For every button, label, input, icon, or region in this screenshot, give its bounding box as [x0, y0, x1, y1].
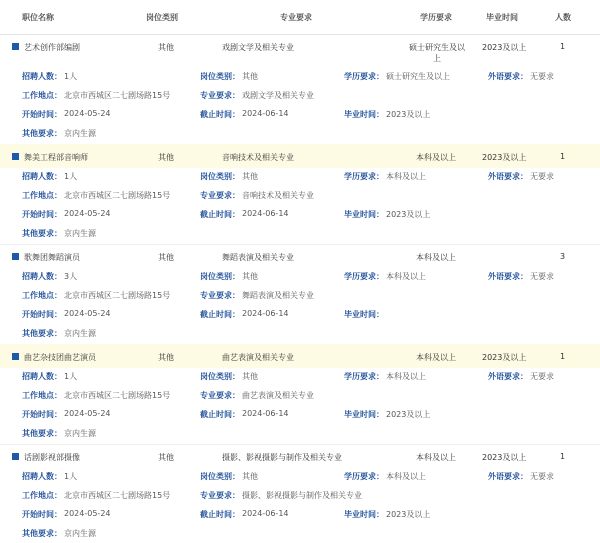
- header-education: 学历要求: [420, 13, 452, 22]
- job-major: 舞蹈表演及相关专业: [222, 253, 294, 262]
- label-education: 学历要求：: [344, 272, 384, 281]
- label-category: 岗位类别：: [200, 272, 240, 281]
- job-education: 本科及以上: [416, 453, 456, 462]
- value-count: 1人: [64, 72, 78, 81]
- value-category: 其他: [242, 472, 258, 481]
- label-major: 专业要求：: [200, 391, 240, 400]
- label-count: 招聘人数：: [22, 72, 62, 81]
- value-major: 戏剧文学及相关专业: [242, 91, 314, 100]
- label-other: 其他要求：: [22, 229, 62, 238]
- label-location: 工作地点：: [22, 191, 62, 200]
- value-location: 北京市西城区二七剧场路15号: [64, 291, 171, 300]
- label-deadline: 截止时间：: [200, 410, 240, 419]
- value-education: 硕士研究生及以上: [386, 72, 450, 81]
- label-deadline: 截止时间：: [200, 310, 240, 319]
- job-category: 其他: [158, 153, 174, 162]
- value-language: 无要求: [530, 372, 554, 381]
- job-summary[interactable]: [0, 344, 600, 368]
- value-education: 本科及以上: [386, 172, 426, 181]
- label-major: 专业要求：: [200, 191, 240, 200]
- job-detail: [0, 468, 600, 543]
- job-row: [0, 444, 600, 543]
- label-language: 外语要求：: [488, 172, 528, 181]
- label-graduation: 毕业时间：: [344, 110, 384, 119]
- label-start: 开始时间：: [22, 410, 62, 419]
- header-category: 岗位类别: [146, 13, 178, 22]
- value-location: 北京市西城区二七剧场路15号: [64, 191, 171, 200]
- label-category: 岗位类别：: [200, 72, 240, 81]
- value-other: 京内生源: [64, 329, 96, 338]
- job-count: 1: [560, 452, 566, 461]
- job-count: 1: [560, 352, 566, 361]
- label-location: 工作地点：: [22, 91, 62, 100]
- value-category: 其他: [242, 372, 258, 381]
- value-other: 京内生源: [64, 429, 96, 438]
- header-count: 人数: [555, 13, 571, 22]
- job-name[interactable]: 舞美工程部音响师: [24, 153, 88, 162]
- value-deadline: 2024-06-14: [242, 309, 289, 318]
- label-start: 开始时间：: [22, 310, 62, 319]
- value-education: 本科及以上: [386, 472, 426, 481]
- label-major: 专业要求：: [200, 91, 240, 100]
- label-start: 开始时间：: [22, 110, 62, 119]
- job-education: 本科及以上: [416, 153, 456, 162]
- job-major: 摄影、影视摄影与制作及相关专业: [222, 453, 342, 462]
- job-detail: [0, 368, 600, 445]
- value-start: 2024-05-24: [64, 509, 111, 518]
- value-major: 曲艺表演及相关专业: [242, 391, 314, 400]
- job-major: 音响技术及相关专业: [222, 153, 294, 162]
- value-major: 舞蹈表演及相关专业: [242, 291, 314, 300]
- header-graduation: 毕业时间: [486, 13, 518, 22]
- job-name[interactable]: 艺术创作部编剧: [24, 43, 80, 52]
- job-education: 本科及以上: [416, 353, 456, 362]
- job-graduation: 2023及以上: [482, 453, 527, 462]
- label-location: 工作地点：: [22, 491, 62, 500]
- value-category: 其他: [242, 272, 258, 281]
- label-education: 学历要求：: [344, 372, 384, 381]
- label-language: 外语要求：: [488, 372, 528, 381]
- label-start: 开始时间：: [22, 210, 62, 219]
- label-language: 外语要求：: [488, 72, 528, 81]
- job-detail: [0, 268, 600, 345]
- value-count: 1人: [64, 372, 78, 381]
- job-row: [0, 344, 600, 444]
- value-count: 1人: [64, 172, 78, 181]
- job-row: [0, 34, 600, 146]
- label-other: 其他要求：: [22, 429, 62, 438]
- value-graduation: 2023及以上: [386, 210, 431, 219]
- label-start: 开始时间：: [22, 510, 62, 519]
- label-deadline: 截止时间：: [200, 110, 240, 119]
- label-graduation: 毕业时间：: [344, 210, 384, 219]
- job-row: [0, 144, 600, 244]
- table-header: [0, 0, 600, 35]
- job-detail: [0, 64, 600, 147]
- label-category: 岗位类别：: [200, 472, 240, 481]
- value-start: 2024-05-24: [64, 409, 111, 418]
- label-count: 招聘人数：: [22, 272, 62, 281]
- label-count: 招聘人数：: [22, 372, 62, 381]
- value-deadline: 2024-06-14: [242, 509, 289, 518]
- job-name[interactable]: 歌舞团舞蹈演员: [24, 253, 80, 262]
- label-location: 工作地点：: [22, 391, 62, 400]
- job-name[interactable]: 曲艺杂技团曲艺演员: [24, 353, 96, 362]
- job-count: 3: [560, 252, 566, 261]
- square-bullet-icon: [12, 43, 19, 50]
- job-detail: [0, 168, 600, 245]
- value-graduation: 2023及以上: [386, 410, 431, 419]
- job-graduation: 2023及以上: [482, 153, 527, 162]
- value-language: 无要求: [530, 472, 554, 481]
- value-language: 无要求: [530, 272, 554, 281]
- square-bullet-icon: [12, 153, 19, 160]
- label-deadline: 截止时间：: [200, 510, 240, 519]
- value-language: 无要求: [530, 72, 554, 81]
- job-graduation: 2023及以上: [482, 353, 527, 362]
- job-category: 其他: [158, 453, 174, 462]
- job-count: 1: [560, 42, 566, 51]
- label-count: 招聘人数：: [22, 172, 62, 181]
- job-category: 其他: [158, 353, 174, 362]
- value-location: 北京市西城区二七剧场路15号: [64, 391, 171, 400]
- square-bullet-icon: [12, 253, 19, 260]
- value-start: 2024-05-24: [64, 109, 111, 118]
- job-summary[interactable]: [0, 244, 600, 268]
- label-major: 专业要求：: [200, 291, 240, 300]
- job-summary[interactable]: [0, 444, 600, 468]
- job-education: 本科及以上: [416, 253, 456, 262]
- value-deadline: 2024-06-14: [242, 409, 289, 418]
- label-deadline: 截止时间：: [200, 210, 240, 219]
- label-category: 岗位类别：: [200, 372, 240, 381]
- job-summary[interactable]: [0, 34, 600, 64]
- value-education: 本科及以上: [386, 372, 426, 381]
- job-count: 1: [560, 152, 566, 161]
- value-graduation: 2023及以上: [386, 110, 431, 119]
- job-category: 其他: [158, 253, 174, 262]
- square-bullet-icon: [12, 453, 19, 460]
- label-category: 岗位类别：: [200, 172, 240, 181]
- job-row: [0, 244, 600, 344]
- job-graduation: 2023及以上: [482, 43, 527, 52]
- value-other: 京内生源: [64, 229, 96, 238]
- value-start: 2024-05-24: [64, 209, 111, 218]
- label-education: 学历要求：: [344, 172, 384, 181]
- square-bullet-icon: [12, 353, 19, 360]
- label-location: 工作地点：: [22, 291, 62, 300]
- value-category: 其他: [242, 72, 258, 81]
- job-summary[interactable]: [0, 144, 600, 168]
- value-other: 京内生源: [64, 129, 96, 138]
- label-language: 外语要求：: [488, 272, 528, 281]
- value-language: 无要求: [530, 172, 554, 181]
- value-count: 1人: [64, 472, 78, 481]
- label-graduation: 毕业时间：: [344, 410, 384, 419]
- label-other: 其他要求：: [22, 529, 62, 538]
- label-graduation: 毕业时间：: [344, 310, 384, 319]
- value-deadline: 2024-06-14: [242, 109, 289, 118]
- label-graduation: 毕业时间：: [344, 510, 384, 519]
- label-language: 外语要求：: [488, 472, 528, 481]
- header-job-name: 职位名称: [22, 13, 54, 22]
- value-location: 北京市西城区二七剧场路15号: [64, 491, 171, 500]
- label-other: 其他要求：: [22, 129, 62, 138]
- job-category: 其他: [158, 43, 174, 52]
- value-category: 其他: [242, 172, 258, 181]
- job-education: 硕士研究生及以上: [409, 43, 465, 63]
- value-education: 本科及以上: [386, 272, 426, 281]
- label-count: 招聘人数：: [22, 472, 62, 481]
- value-major: 摄影、影视摄影与制作及相关专业: [242, 491, 362, 500]
- value-graduation: 2023及以上: [386, 510, 431, 519]
- job-major: 戏剧文学及相关专业: [222, 43, 294, 52]
- header-major: 专业要求: [280, 13, 312, 22]
- value-major: 音响技术及相关专业: [242, 191, 314, 200]
- label-other: 其他要求：: [22, 329, 62, 338]
- value-deadline: 2024-06-14: [242, 209, 289, 218]
- value-count: 3人: [64, 272, 78, 281]
- value-location: 北京市西城区二七剧场路15号: [64, 91, 171, 100]
- job-major: 曲艺表演及相关专业: [222, 353, 294, 362]
- label-education: 学历要求：: [344, 72, 384, 81]
- value-start: 2024-05-24: [64, 309, 111, 318]
- value-other: 京内生源: [64, 529, 96, 538]
- job-name[interactable]: 话剧影视部摄像: [24, 453, 80, 462]
- label-education: 学历要求：: [344, 472, 384, 481]
- label-major: 专业要求：: [200, 491, 240, 500]
